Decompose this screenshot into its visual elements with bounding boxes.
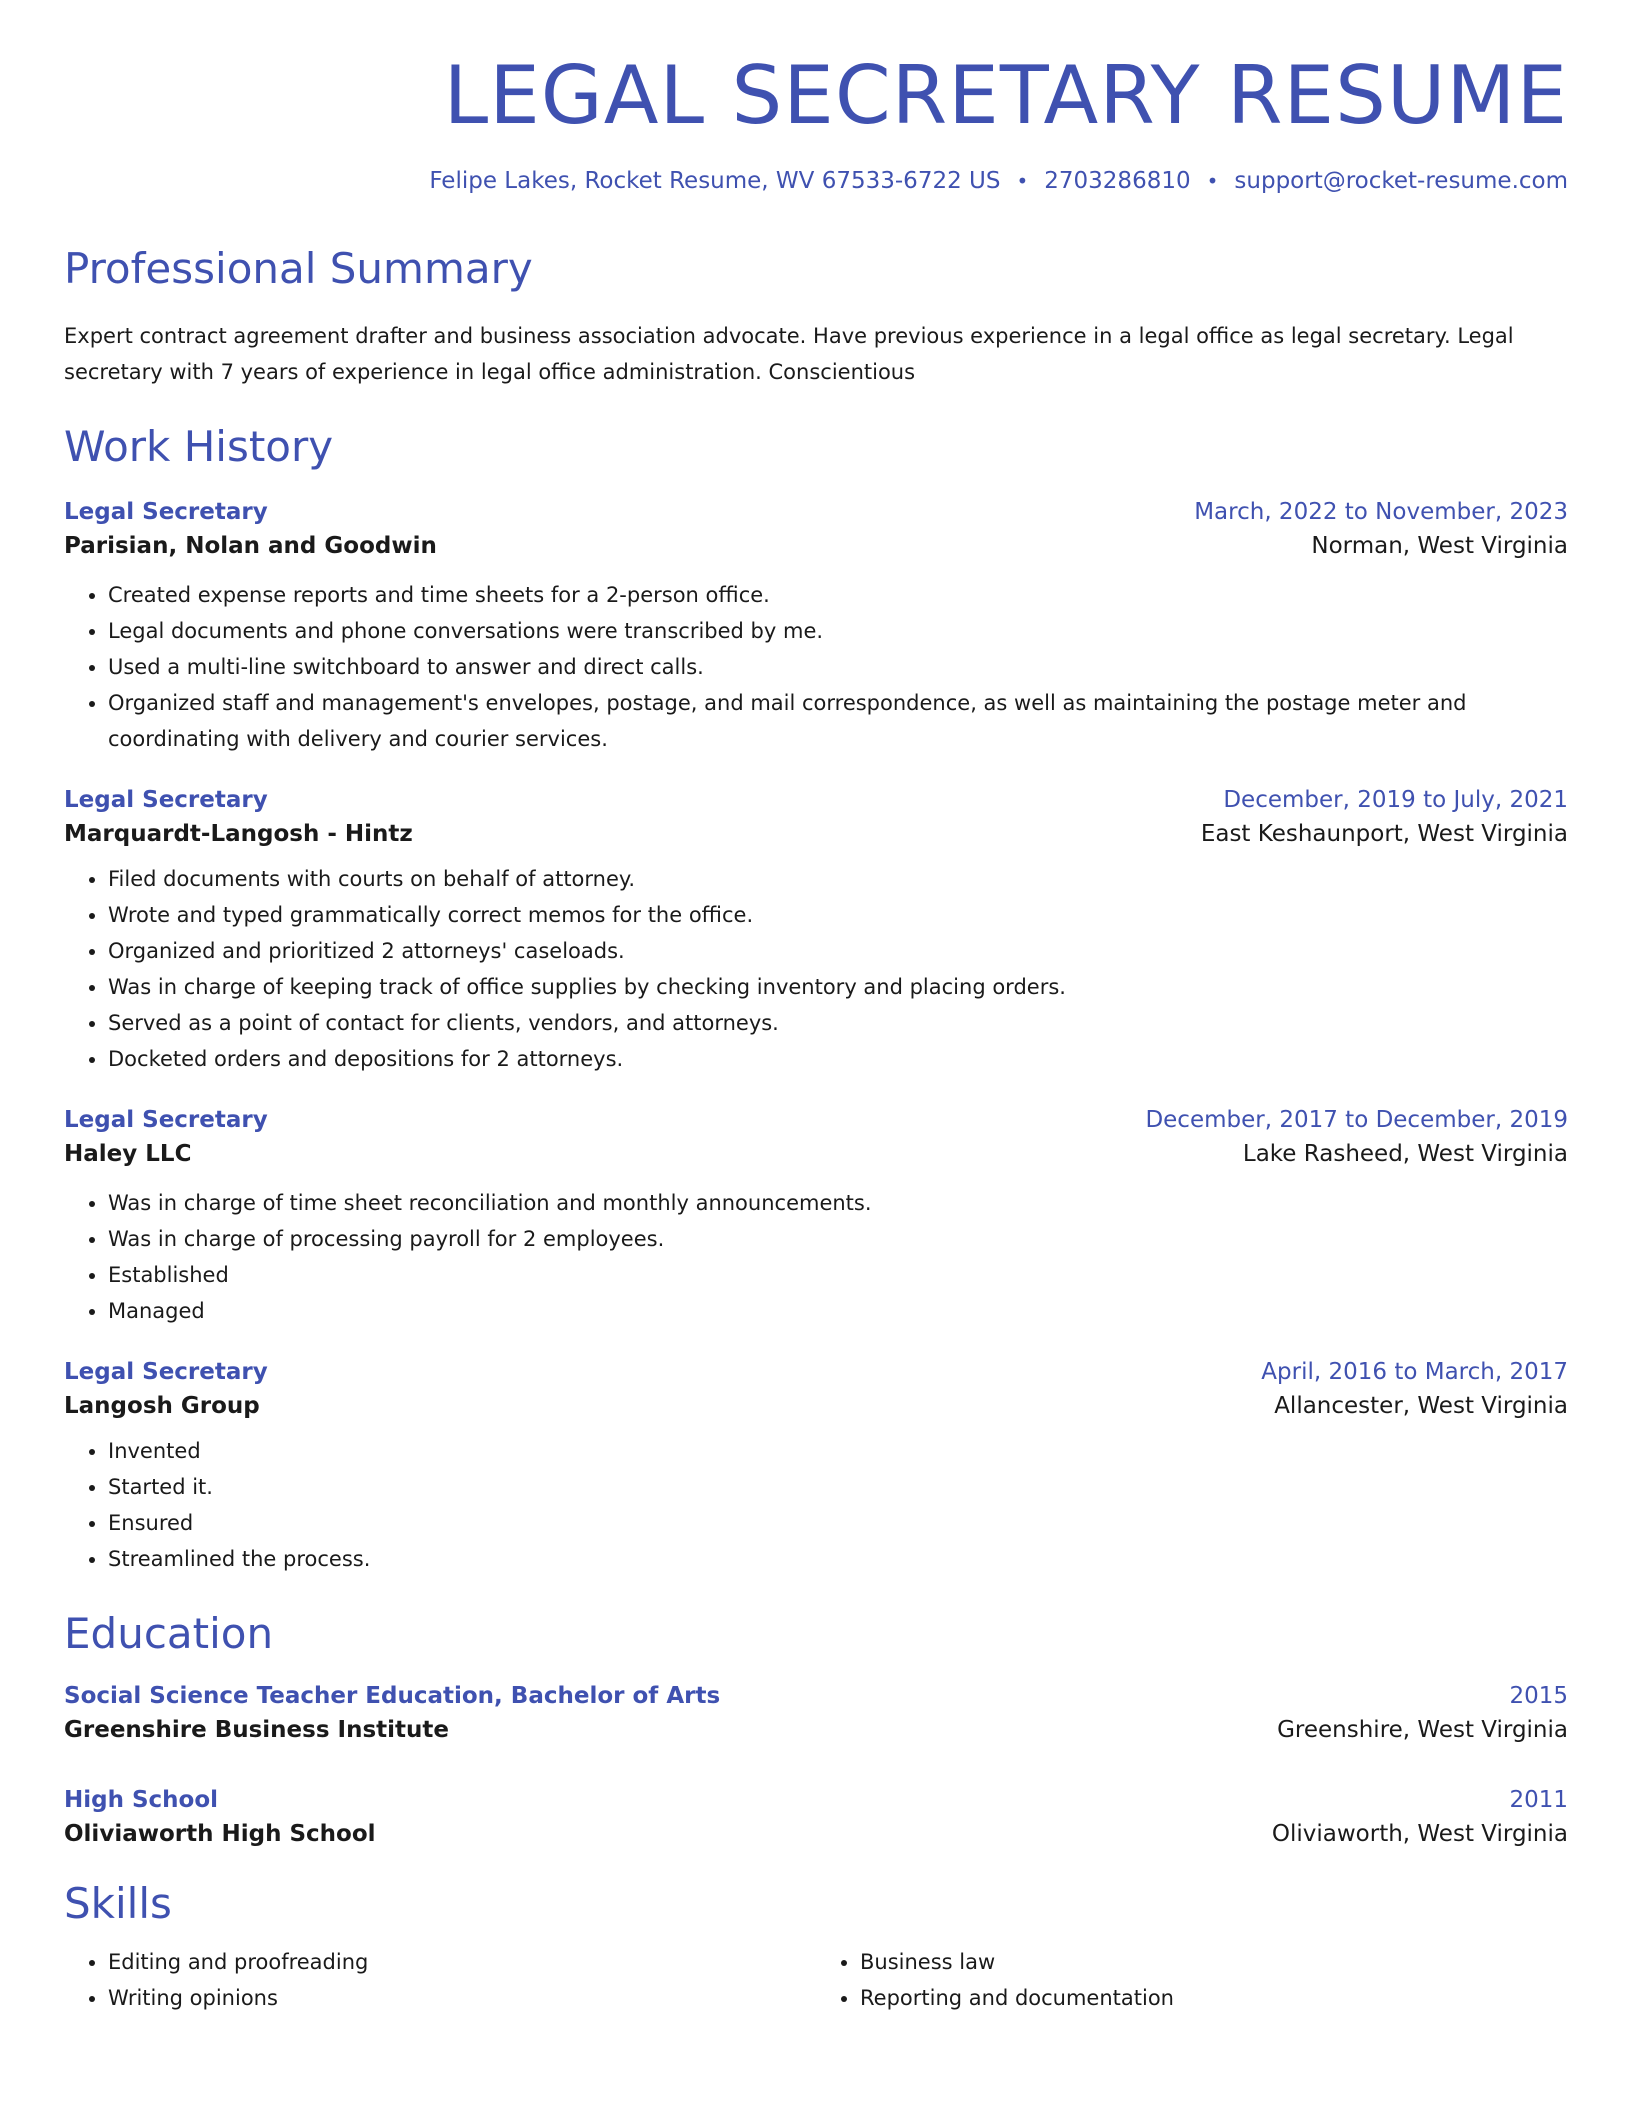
job-bullet: • Organized and prioritized 2 attorneys' caseloads. (108, 933, 1568, 969)
job-location: Lake Rasheed, West Virginia (1242, 1140, 1568, 1167)
summary-heading: Professional Summary (64, 244, 533, 293)
education-heading: Education (64, 1608, 274, 1658)
job-company: Haley LLC (64, 1140, 192, 1167)
skills-list (64, 1944, 1568, 2016)
skill-item: • Reporting and documentation (860, 1980, 1568, 2016)
job-bullet: • Organized staff and management's envelopes, postage, and mail correspondence, as well as maintaining the postage meter and coordinating with delivery and courier services. (108, 685, 1568, 757)
job-dates: December, 2019 to July, 2021 (1223, 786, 1568, 813)
contact-phone: 2703286810 (1044, 168, 1191, 194)
skills-column-left (64, 1944, 816, 2016)
job-bullet: • Used a multi-line switchboard to answer and direct calls. (108, 649, 1568, 685)
job-role: Legal Secretary (64, 1358, 268, 1385)
job-company: Marquardt-Langosh - Hintz (64, 820, 413, 847)
job-role: Legal Secretary (64, 498, 268, 525)
skills-column-right (816, 1944, 1568, 2016)
job-entry (64, 1359, 1568, 1577)
education-location: Greenshire, West Virginia (1277, 1717, 1568, 1744)
contact-line (64, 168, 1568, 194)
job-bullets (64, 861, 1568, 1077)
job-bullet: • Legal documents and phone conversations were transcribed by me. (108, 613, 1568, 649)
education-entry (64, 1787, 1568, 1847)
education-degree: Social Science Teacher Education, Bachelor of Arts (64, 1683, 721, 1710)
contact-email[interactable]: support@rocket-resume.com (1234, 168, 1568, 194)
job-bullet: • Established (108, 1257, 1568, 1293)
education-year: 2015 (1509, 1683, 1568, 1710)
job-bullet: • Was in charge of processing payroll for 2 employees. (108, 1221, 1568, 1257)
job-bullets (64, 1433, 1568, 1577)
job-bullet: • Was in charge of keeping track of office supplies by checking inventory and placing orders. (108, 969, 1568, 1005)
separator-dot: • (1016, 169, 1029, 193)
job-company: Parisian, Nolan and Goodwin (64, 532, 437, 559)
job-bullet: • Started it. (108, 1469, 1568, 1505)
job-bullet: • Managed (108, 1293, 1568, 1329)
skill-item: • Writing opinions (108, 1980, 816, 2016)
job-bullet: • Invented (108, 1433, 1568, 1469)
skill-item: • Editing and proofreading (108, 1944, 816, 1980)
education-degree: High School (64, 1787, 219, 1814)
education-entry (64, 1683, 1568, 1743)
education-school: Oliviaworth High School (64, 1821, 376, 1848)
job-dates: March, 2022 to November, 2023 (1194, 498, 1568, 525)
job-role: Legal Secretary (64, 1106, 268, 1133)
job-bullet: • Ensured (108, 1505, 1568, 1541)
separator-dot: • (1206, 169, 1219, 193)
job-bullet: • Served as a point of contact for clients, vendors, and attorneys. (108, 1005, 1568, 1041)
education-school: Greenshire Business Institute (64, 1717, 449, 1744)
job-entry (64, 499, 1568, 757)
job-location: Norman, West Virginia (1311, 532, 1568, 559)
job-entry (64, 1107, 1568, 1329)
education-year: 2011 (1509, 1787, 1568, 1814)
job-location: East Keshaunport, West Virginia (1200, 820, 1568, 847)
job-bullets (64, 577, 1568, 757)
job-company: Langosh Group (64, 1392, 260, 1419)
resume-title: LEGAL SECRETARY RESUME (443, 49, 1568, 142)
job-bullet: • Wrote and typed grammatically correct memos for the office. (108, 897, 1568, 933)
summary-text: Expert contract agreement drafter and business association advocate. Have previous experience in a legal office as legal secretary. Legal secretary with 7 years of experience in legal office administration. Conscientious (64, 324, 1514, 385)
contact-address: Felipe Lakes, Rocket Resume, WV 67533-6722 US (429, 168, 1001, 194)
work-history-heading: Work History (64, 422, 334, 472)
job-role: Legal Secretary (64, 786, 268, 813)
skill-item: • Business law (860, 1944, 1568, 1980)
job-bullet: • Filed documents with courts on behalf of attorney. (108, 861, 1568, 897)
job-bullet: • Was in charge of time sheet reconciliation and monthly announcements. (108, 1185, 1568, 1221)
job-location: Allancester, West Virginia (1274, 1392, 1568, 1419)
education-location: Oliviaworth, West Virginia (1271, 1821, 1568, 1848)
skills-heading: Skills (64, 1879, 172, 1929)
job-dates: December, 2017 to December, 2019 (1145, 1106, 1568, 1133)
job-dates: April, 2016 to March, 2017 (1261, 1358, 1568, 1385)
job-bullets (64, 1185, 1568, 1329)
job-bullet: • Docketed orders and depositions for 2 attorneys. (108, 1041, 1568, 1077)
job-entry (64, 787, 1568, 1077)
job-bullet: • Streamlined the process. (108, 1541, 1568, 1577)
job-bullet: • Created expense reports and time sheets for a 2-person office. (108, 577, 1568, 613)
